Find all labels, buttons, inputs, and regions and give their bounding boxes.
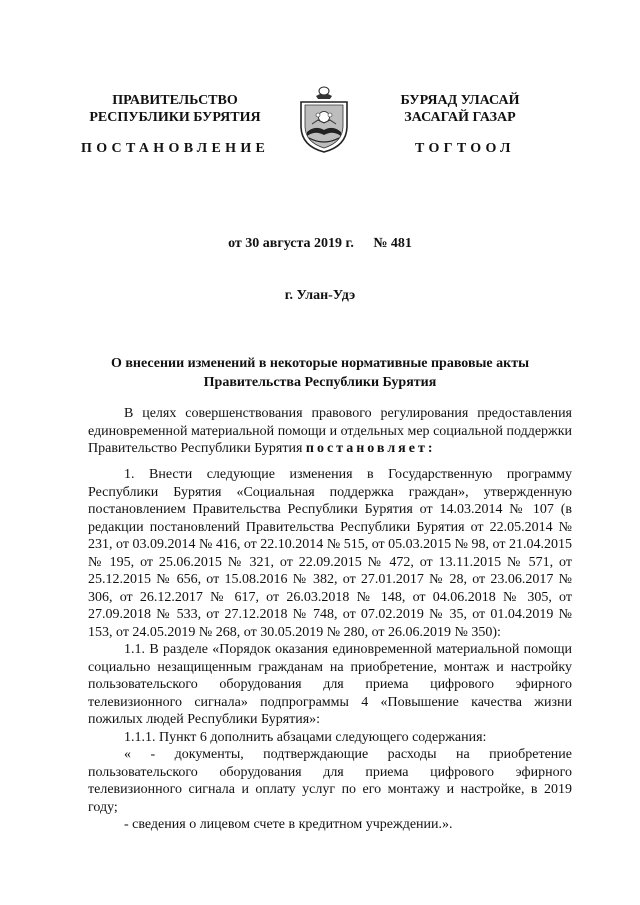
- document-title: О внесении изменений в некоторые нормативные правовые акты Правительства Республики Бурятия: [110, 356, 530, 390]
- header-left-line1: ПРАВИТЕЛЬСТВО: [112, 93, 238, 108]
- header-left-line2: РЕСПУБЛИКИ БУРЯТИЯ: [89, 110, 261, 125]
- paragraph-1-1: 1.1. В разделе «Порядок оказания единовременной материальной помощи социально незащищенным гражданам на приобретение, монтаж и настройку пользовательского оборудования для приема цифрового эфирного телевизионного сигнала» подпрограммы 4 «Повышение качества жизни пожилых людей Республики Бурятия»:: [88, 642, 572, 727]
- document-date: от 30 августа 2019 г.: [228, 236, 354, 251]
- header-right-line1: БУРЯАД УЛАСАЙ: [400, 93, 520, 108]
- intro-block: [88, 405, 572, 458]
- intro-verb: постановляет:: [305, 441, 436, 456]
- doc-type-buryat: ТОГТООЛ: [415, 141, 515, 156]
- intro-text: В целях совершенствования правового регулирования предоставления единовременной материальной помощи и отдельных мер социальной поддержки Правительство Республики Бурятия: [88, 406, 572, 456]
- city: г. Улан-Удэ: [284, 288, 356, 303]
- coat-of-arms-icon: [296, 84, 352, 154]
- intro-paragraph: [88, 405, 572, 458]
- paragraph-quote-1: « - документы, подтверждающие расходы на приобретение пользовательского оборудования для приема цифрового эфирного телевизионного сигнала и оплату услуг по его монтажу и настройке, в 2019 году;: [88, 747, 572, 815]
- paragraph-1-1-1: 1.1.1. Пункт 6 дополнить абзацами следующего содержания:: [124, 729, 487, 745]
- header-right: [360, 92, 560, 126]
- date-number-line: [0, 236, 640, 252]
- header-right-line2: ЗАСАГАЙ ГАЗАР: [404, 110, 516, 125]
- document-number: № 481: [373, 236, 412, 251]
- main-body: [88, 466, 572, 834]
- header-left: [75, 92, 275, 126]
- paragraph-1: 1. Внести следующие изменения в Государственную программу Республики Бурятия «Социальная поддержка граждан», утвержденную постановлением Правительства Республики Бурятия от 14.03.2014 № 107 (в редакции постановлений Правительства Республики Бурятия от 22.05.2014 № 231, от 03.09.2014 № 416, от 22.10.2014 № 515, от 05.03.2015 № 98, от 21.04.2015 № 195, от 25.06.2015 № 321, от 22.09.2015 № 472, от 13.11.2015 № 571, от 25.12.2015 № 656, от 15.08.2016 № 382, от 27.01.2017 № 28, от 23.06.2017 № 306, от 26.12.2017 № 617, от 26.03.2018 № 148, от 04.06.2018 № 305, от 27.09.2018 № 533, от 27.12.2018 № 748, от 07.02.2019 № 35, от 01.04.2019 № 153, от 24.05.2019 № 268, от 30.05.2019 № 280, от 26.06.2019 № 350):: [88, 467, 572, 640]
- paragraph-quote-2: - сведения о лицевом счете в кредитном учреждении.».: [124, 817, 453, 832]
- doc-type-russian: ПОСТАНОВЛЕНИЕ: [81, 141, 270, 156]
